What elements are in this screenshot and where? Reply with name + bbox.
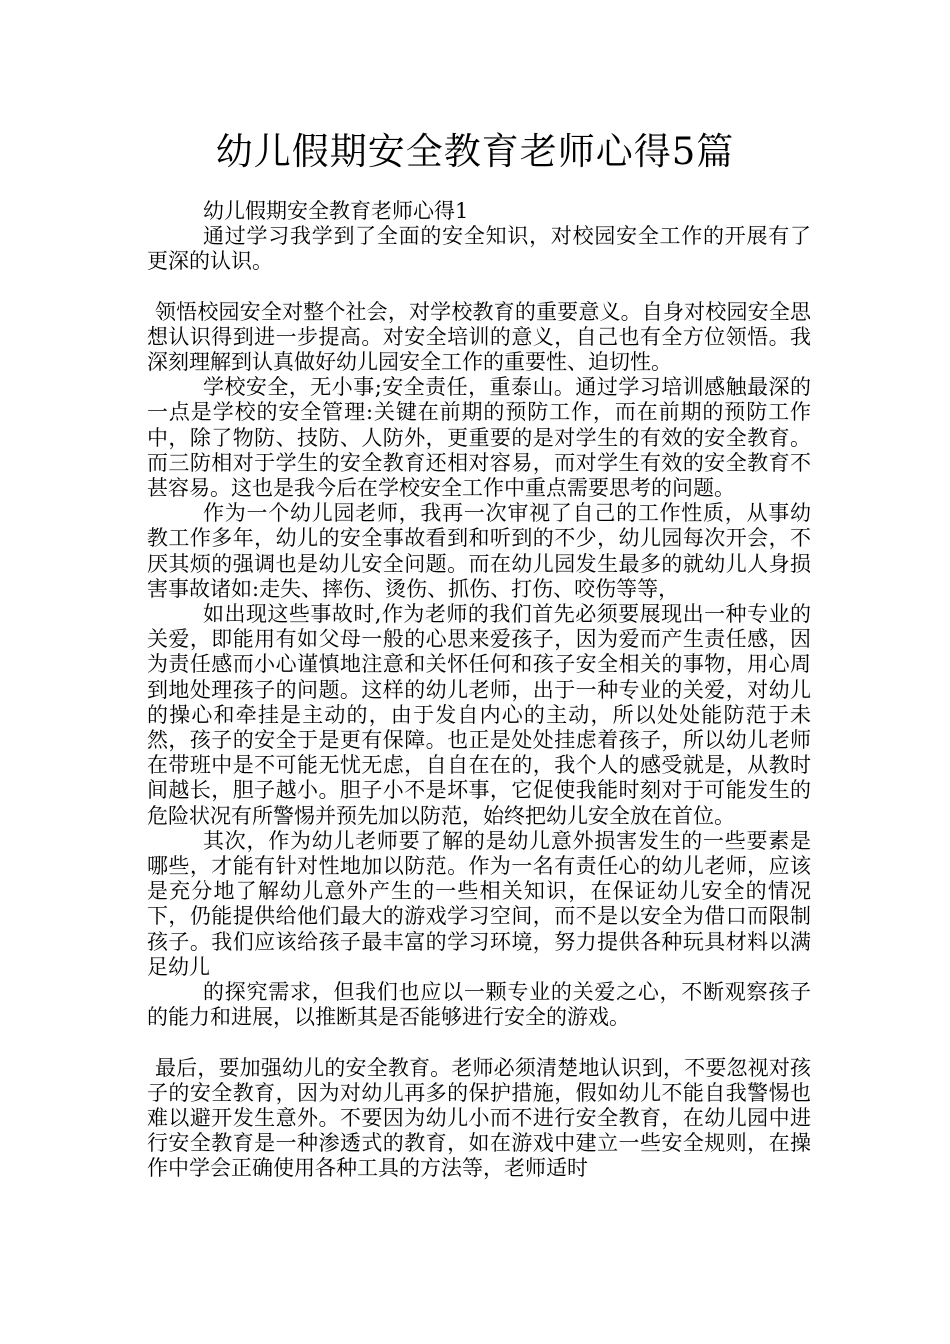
document-title: 幼儿假期安全教育老师心得5篇: [215, 130, 735, 173]
paragraph: 的探究需求，但我们也应以一颗专业的关爱之心，不断观察孩子的能力和进展，以推断其是否能够进行安全的游戏。: [147, 980, 811, 1030]
paragraph: 如出现这些事故时,作为老师的我们首先必须要展现出一种专业的关爱，即能用有如父母一般的心思来爱孩子，因为爱而产生责任感，因为责任感而小心谨慎地注意和关怀任何和孩子安全相关的事物，用心周到地处理孩子的问题。这样的幼儿老师，出于一种专业的关爱，对幼儿的操心和牵挂是主动的，由于发自内心的主动，所以处处能防范于未然，孩子的安全于是更有保障。也正是处处挂虑着孩子，所以幼儿老师在带班中是不可能无忧无虑，自自在在的，我个人的感受就是，从教时间越长，胆子越小。胆子小不是坏事，它促使我能时刻对于可能发生的危险状况有所警惕并预先加以防范，始终把幼儿安全放在首位。: [147, 602, 811, 828]
paragraph: 最后，要加强幼儿的安全教育。老师必须清楚地认识到，不要忽视对孩子的安全教育，因为对幼儿再多的保护措施，假如幼儿不能自我警惕也难以避开发生意外。不要因为幼儿小而不进行安全教育，在幼儿园中进行安全教育是一种渗透式的教育，如在游戏中建立一些安全规则，在操作中学会正确使用各种工具的方法等，老师适时: [147, 1055, 811, 1181]
paragraph-spacer: [147, 275, 811, 300]
paragraph-spacer: [147, 1031, 811, 1056]
paragraph: 领悟校园安全对整个社会，对学校教育的重要意义。自身对校园安全思想认识得到进一步提高。对安全培训的意义，自己也有全方位领悟。我深刻理解到认真做好幼儿园安全工作的重要性、迫切性。: [147, 299, 811, 375]
paragraph: 通过学习我学到了全面的安全知识，对校园安全工作的开展有了更深的认识。: [147, 224, 811, 274]
paragraph: 其次，作为幼儿老师要了解的是幼儿意外损害发生的一些要素是哪些，才能有针对性地加以防范。作为一名有责任心的幼儿老师，应该是充分地了解幼儿意外产生的一些相关知识，在保证幼儿安全的情况下，仍能提供给他们最大的游戏学习空间，而不是以安全为借口而限制孩子。我们应该给孩子最丰富的学习环境，努力提供各种玩具材料以满足幼儿: [147, 828, 811, 979]
document-body: [147, 199, 811, 1182]
paragraph: 学校安全，无小事;安全责任，重泰山。通过学习培训感触最深的一点是学校的安全管理:关键在前期的预防工作，而在前期的预防工作中，除了物防、技防、人防外，更重要的是对学生的有效的安全教育。而三防相对于学生的安全教育还相对容易，而对学生有效的安全教育不甚容易。这也是我今后在学校安全工作中重点需要思考的问题。: [147, 375, 811, 501]
paragraph: 作为一个幼儿园老师，我再一次审视了自己的工作性质，从事幼教工作多年，幼儿的安全事故看到和听到的不少，幼儿园每次开会，不厌其烦的强调也是幼儿安全问题。而在幼儿园发生最多的就幼儿人身损害事故诸如:走失、摔伤、烫伤、抓伤、打伤、咬伤等等，: [147, 501, 811, 601]
section-heading: 幼儿假期安全教育老师心得1: [203, 199, 469, 223]
